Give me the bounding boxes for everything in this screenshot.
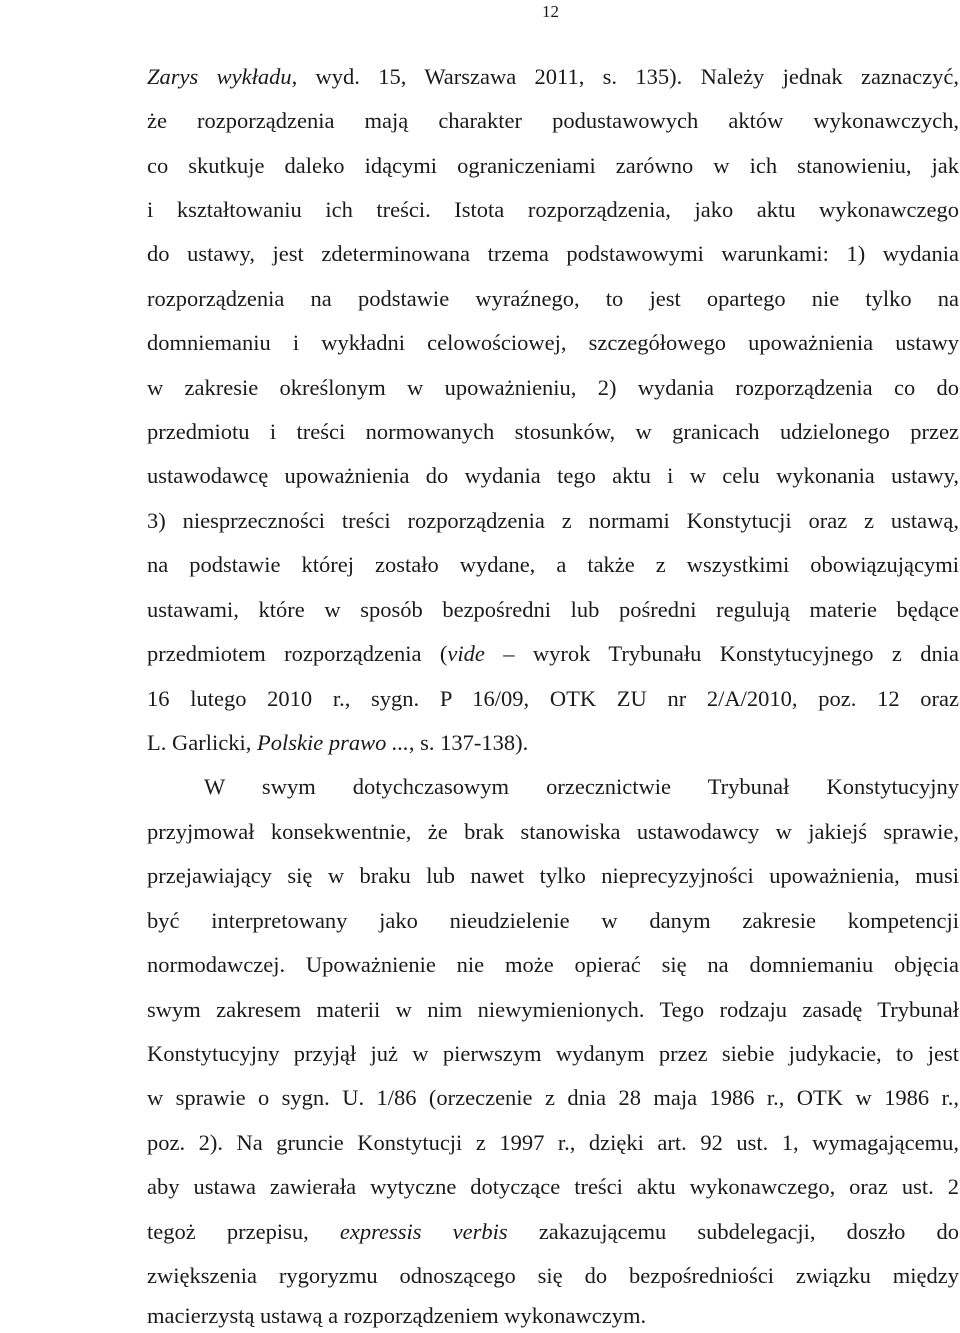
text-line: poz. 2). Na gruncie Konstytucji z 1997 r., dzięki art. 92 ust. 1, wymagającemu, <box>147 1130 959 1155</box>
text-run: – wyrok Trybunału Konstytucyjnego z dnia <box>484 641 959 666</box>
text-line: co skutkuje daleko idącymi ograniczeniami zarówno w ich stanowieniu, jak <box>147 153 959 178</box>
text-line: normodawczej. Upoważnienie nie może opierać się na domniemaniu objęcia <box>147 952 959 977</box>
italic-term: expressis verbis <box>339 1219 508 1244</box>
text-line <box>147 66 959 89</box>
text-line: ustawami, które w sposób bezpośredni lub pośredni regulują materie będące <box>147 597 959 622</box>
text-line: na podstawie której zostało wydane, a także z wszystkimi obowiązującymi <box>147 552 959 577</box>
text-line: przedmiotu i treści normowanych stosunków, w granicach udzielonego przez <box>147 419 959 444</box>
text-run: przedmiotem rozporządzenia ( <box>147 641 448 666</box>
text-line: swym zakresem materii w nim niewymienionych. Tego rodzaju zasadę Trybunał <box>147 997 959 1022</box>
text-line: 16 lutego 2010 r., sygn. P 16/09, OTK ZU nr 2/A/2010, poz. 12 oraz <box>147 686 959 711</box>
text-line: w zakresie określonym w upoważnieniu, 2) wydania rozporządzenia co do <box>147 375 959 400</box>
text-run: , s. 137-138). <box>408 730 529 755</box>
text-line: być interpretowany jako nieudzielenie w danym zakresie kompetencji <box>147 908 959 933</box>
text-line: 3) niesprzeczności treści rozporządzenia z normami Konstytucji oraz z ustawą, <box>147 508 959 533</box>
text-line <box>147 643 959 666</box>
text-line: że rozporządzenia mają charakter podustawowych aktów wykonawczych, <box>147 108 959 133</box>
text-line: aby ustawa zawierała wytyczne dotyczące treści aktu wykonawczego, oraz ust. 2 <box>147 1174 959 1199</box>
text-line <box>147 732 959 755</box>
text-line: Konstytucyjny przyjął już w pierwszym wydanym przez siebie judykacie, to jest <box>147 1041 959 1066</box>
text-line: rozporządzenia na podstawie wyraźnego, to jest opartego nie tylko na <box>147 286 959 311</box>
italic-title: Zarys wykładu <box>147 64 292 89</box>
text-line: macierzystą ustawą a rozporządzeniem wykonawczym. <box>147 1303 647 1328</box>
text-line: zwiększenia rygoryzmu odnoszącego się do bezpośredniości związku między <box>147 1263 959 1288</box>
italic-term: vide <box>447 641 485 666</box>
text-line: przejawiający się w braku lub nawet tylko nieprecyzyjności upoważnienia, musi <box>147 863 959 888</box>
text-line: przyjmował konsekwentnie, że brak stanowiska ustawodawcy w jakiejś sprawie, <box>147 819 959 844</box>
text-line: i kształtowaniu ich treści. Istota rozporządzenia, jako aktu wykonawczego <box>147 197 959 222</box>
text-run: zakazującemu subdelegacji, doszło do <box>507 1219 960 1244</box>
text-line <box>147 1221 959 1244</box>
text-run: tegoż przepisu, <box>147 1219 340 1244</box>
text-run: , wyd. 15, Warszawa 2011, s. 135). Należy jednak zaznaczyć, <box>291 64 959 89</box>
text-line: domniemaniu i wykładni celowościowej, szczegółowego upoważnienia ustawy <box>147 330 959 355</box>
text-run: L. Garlicki, <box>147 730 257 755</box>
page-number: 12 <box>542 2 559 21</box>
text-line: W swym dotychczasowym orzecznictwie Trybunał Konstytucyjny <box>204 774 959 799</box>
text-line: w sprawie o sygn. U. 1/86 (orzeczenie z dnia 28 maja 1986 r., OTK w 1986 r., <box>147 1085 959 1110</box>
italic-title: Polskie prawo ... <box>256 730 409 755</box>
text-line: do ustawy, jest zdeterminowana trzema podstawowymi warunkami: 1) wydania <box>147 241 959 266</box>
text-line: ustawodawcę upoważnienia do wydania tego aktu i w celu wykonania ustawy, <box>147 463 959 488</box>
